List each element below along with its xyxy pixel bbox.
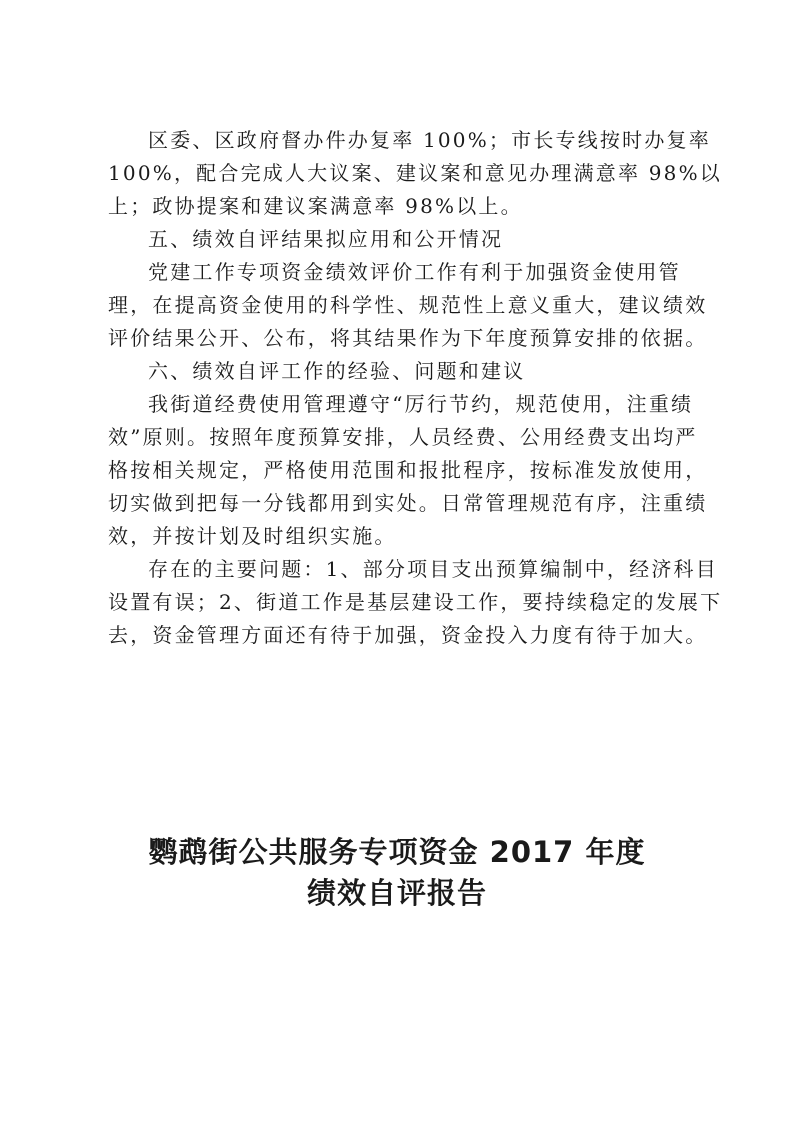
report-title-line-1: 鹦鹉街公共服务专项资金 2017 年度 — [148, 835, 646, 869]
text-line: 格按相关规定，严格使用范围和报批程序，按标准发放使用， — [108, 458, 708, 482]
text-line: 100%，配合完成人大议案、建议案和意见办理满意率 98%以 — [108, 161, 722, 185]
paragraph-experience — [108, 388, 708, 553]
heading-line: 六、绩效自评工作的经验、问题和建议 — [148, 359, 526, 383]
text-line: 去，资金管理方面还有待于加强，资金投入力度有待于加大。 — [108, 623, 708, 647]
text-line: 理，在提高资金使用的科学性、规范性上意义重大，建议绩效 — [108, 293, 708, 317]
section-heading-5 — [108, 223, 698, 256]
text-line: 设置有误；2、街道工作是基层建设工作，要持续稳定的发展下 — [108, 590, 723, 614]
text-line: 我街道经费使用管理遵守“厉行节约，规范使用，注重绩 — [148, 392, 694, 416]
paragraph-main-problems — [108, 553, 723, 652]
paragraph-result-application — [108, 256, 708, 355]
heading-line: 五、绩效自评结果拟应用和公开情况 — [148, 227, 504, 251]
text-line: 存在的主要问题：1、部分项目支出预算编制中，经济科目 — [148, 557, 718, 581]
text-line: 上；政协提案和建议案满意率 98%以上。 — [108, 194, 523, 218]
report-title-line-2: 绩效自评报告 — [306, 876, 487, 910]
text-line: 效”原则。按照年度预算安排，人员经费、公用经费支出均严 — [108, 425, 698, 449]
report-title — [0, 832, 794, 914]
document-body — [108, 124, 723, 652]
section-heading-6 — [108, 355, 698, 388]
text-line: 效，并按计划及时组织实施。 — [108, 524, 397, 548]
text-line: 切实做到把每一分钱都用到实处。日常管理规范有序，注重绩 — [108, 491, 708, 515]
text-line: 党建工作专项资金绩效评价工作有利于加强资金使用管 — [148, 260, 681, 284]
paragraph-completion-rates — [108, 124, 722, 223]
text-line: 评价结果公开、公布，将其结果作为下年度预算安排的依据。 — [108, 326, 708, 350]
text-line: 区委、区政府督办件办复率 100%；市长专线按时办复率 — [148, 128, 711, 152]
